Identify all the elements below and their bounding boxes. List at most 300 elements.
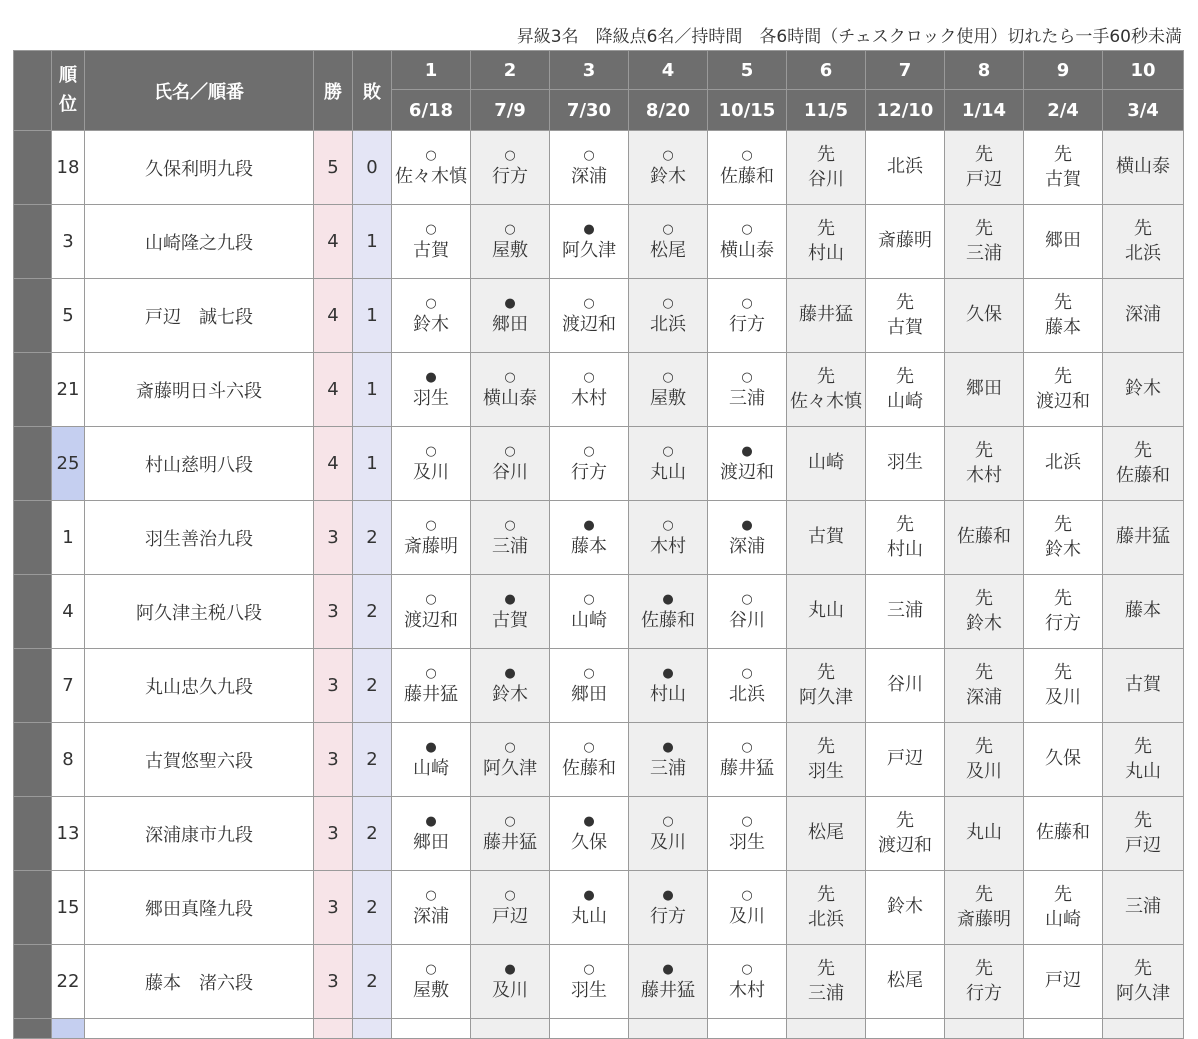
rank-cell: 8 <box>52 723 85 797</box>
opponent-name: 三浦 <box>729 388 765 410</box>
game-cell <box>1024 649 1103 723</box>
opponent-name: 斎藤明 <box>404 536 458 558</box>
opponent-name: 深浦 <box>1125 304 1161 326</box>
game-cell <box>708 501 787 575</box>
game-cell <box>471 131 550 205</box>
win-count: 3 <box>314 575 353 649</box>
opponent-name: 横山泰 <box>1116 156 1170 178</box>
win-count: 4 <box>314 279 353 353</box>
league-body <box>14 131 1184 1039</box>
game-cell <box>866 131 945 205</box>
win-count: 4 <box>314 205 353 279</box>
game-cell <box>708 353 787 427</box>
opponent-name: 郷田 <box>413 832 449 854</box>
header-rank <box>52 51 85 131</box>
loss-mark-icon: ● <box>662 591 674 607</box>
table-row <box>14 797 1184 871</box>
loss-mark-icon: ● <box>583 517 595 533</box>
game-cell <box>392 131 471 205</box>
row-strip <box>14 871 52 945</box>
game-cell <box>1024 797 1103 871</box>
game-cell <box>550 205 629 279</box>
game-cell <box>787 279 866 353</box>
opponent-name: 山崎 <box>887 390 923 412</box>
game-cell <box>945 649 1024 723</box>
game-cell <box>945 797 1024 871</box>
opponent-name: 及川 <box>729 906 765 928</box>
opponent-name: 阿久津 <box>483 758 537 780</box>
rank-cell: 21 <box>52 353 85 427</box>
loss-count: 2 <box>353 797 392 871</box>
sente-mark: 先 <box>817 366 835 388</box>
game-cell <box>1024 131 1103 205</box>
sente-mark: 先 <box>1054 588 1072 610</box>
player-name: 丸山忠久九段 <box>85 649 314 723</box>
opponent-name: 屋敷 <box>492 240 528 262</box>
loss-mark-icon: ● <box>504 295 516 311</box>
opponent-name: 古賀 <box>492 610 528 632</box>
rank-cell: 22 <box>52 945 85 1019</box>
opponent-name: 羽生 <box>413 388 449 410</box>
header-round-date: 1/14 <box>945 90 1024 131</box>
win-count <box>314 1019 353 1039</box>
game-cell <box>1024 575 1103 649</box>
sente-mark: 先 <box>1054 662 1072 684</box>
game-cell <box>471 797 550 871</box>
opponent-name: 深浦 <box>571 166 607 188</box>
header-round-date: 12/10 <box>866 90 945 131</box>
opponent-name: 古賀 <box>1045 168 1081 190</box>
header-round-date: 8/20 <box>629 90 708 131</box>
loss-count: 1 <box>353 353 392 427</box>
rank-cell: 1 <box>52 501 85 575</box>
game-cell <box>1024 945 1103 1019</box>
game-cell <box>471 279 550 353</box>
game-cell <box>392 501 471 575</box>
loss-count: 2 <box>353 649 392 723</box>
sente-mark: 先 <box>975 958 993 980</box>
loss-mark-icon: ● <box>583 887 595 903</box>
game-cell <box>866 1019 945 1039</box>
loss-mark-icon: ● <box>504 665 516 681</box>
win-mark-icon: ○ <box>583 961 595 977</box>
loss-mark-icon: ● <box>504 591 516 607</box>
opponent-name: 村山 <box>650 684 686 706</box>
row-strip <box>14 1019 52 1039</box>
opponent-name: 羽生 <box>571 980 607 1002</box>
sente-mark: 先 <box>975 884 993 906</box>
game-cell <box>787 871 866 945</box>
game-cell <box>1103 723 1184 797</box>
sente-mark: 先 <box>975 440 993 462</box>
opponent-name: 丸山 <box>1125 760 1161 782</box>
opponent-name: 藤本 <box>1125 600 1161 622</box>
sente-mark: 先 <box>817 144 835 166</box>
win-mark-icon: ○ <box>504 147 516 163</box>
opponent-name: 北浜 <box>650 314 686 336</box>
game-cell <box>629 501 708 575</box>
game-cell <box>629 797 708 871</box>
row-strip <box>14 723 52 797</box>
game-cell <box>866 279 945 353</box>
sente-mark: 先 <box>896 366 914 388</box>
opponent-name: 鈴木 <box>887 896 923 918</box>
row-strip <box>14 205 52 279</box>
opponent-name: 山崎 <box>413 758 449 780</box>
opponent-name: 三浦 <box>492 536 528 558</box>
opponent-name: 羽生 <box>887 452 923 474</box>
player-name <box>85 1019 314 1039</box>
opponent-name: 深浦 <box>966 686 1002 708</box>
sente-mark: 先 <box>896 292 914 314</box>
game-cell <box>629 575 708 649</box>
game-cell <box>945 279 1024 353</box>
game-cell <box>629 723 708 797</box>
opponent-name: 渡辺和 <box>878 834 932 856</box>
row-strip <box>14 945 52 1019</box>
opponent-name: 谷川 <box>729 610 765 632</box>
opponent-name: 木村 <box>729 980 765 1002</box>
player-name: 阿久津主税八段 <box>85 575 314 649</box>
opponent-name: 谷川 <box>887 674 923 696</box>
table-row <box>14 871 1184 945</box>
game-cell <box>1024 501 1103 575</box>
table-row <box>14 945 1184 1019</box>
game-cell <box>629 205 708 279</box>
loss-mark-icon: ● <box>504 961 516 977</box>
loss-count: 1 <box>353 427 392 501</box>
win-mark-icon: ○ <box>504 813 516 829</box>
opponent-name: 鈴木 <box>650 166 686 188</box>
header-win: 勝 <box>314 51 353 131</box>
win-count: 3 <box>314 501 353 575</box>
header-strip <box>14 51 52 131</box>
loss-mark-icon: ● <box>662 887 674 903</box>
win-mark-icon: ○ <box>662 443 674 459</box>
win-mark-icon: ○ <box>662 369 674 385</box>
opponent-name: 鈴木 <box>413 314 449 336</box>
win-mark-icon: ○ <box>425 147 437 163</box>
opponent-name: 阿久津 <box>1116 982 1170 1004</box>
game-cell <box>945 427 1024 501</box>
loss-mark-icon: ● <box>583 221 595 237</box>
header-round-date: 3/4 <box>1103 90 1184 131</box>
sente-mark: 先 <box>1054 292 1072 314</box>
game-cell <box>866 871 945 945</box>
win-mark-icon: ○ <box>741 665 753 681</box>
opponent-name: 羽生 <box>729 832 765 854</box>
game-cell <box>708 723 787 797</box>
game-cell <box>866 649 945 723</box>
win-mark-icon: ○ <box>504 887 516 903</box>
opponent-name: 古賀 <box>1125 674 1161 696</box>
opponent-name: 阿久津 <box>562 240 616 262</box>
game-cell <box>550 723 629 797</box>
table-row <box>14 205 1184 279</box>
opponent-name: 藤本 <box>1045 316 1081 338</box>
table-row <box>14 501 1184 575</box>
game-cell <box>471 205 550 279</box>
win-mark-icon: ○ <box>504 221 516 237</box>
opponent-name: 木村 <box>966 464 1002 486</box>
sente-mark: 先 <box>896 810 914 832</box>
win-mark-icon: ○ <box>741 369 753 385</box>
opponent-name: 渡辺和 <box>404 610 458 632</box>
opponent-name: 藤本 <box>571 536 607 558</box>
opponent-name: 郷田 <box>1045 230 1081 252</box>
win-mark-icon: ○ <box>583 147 595 163</box>
header-round-number: 7 <box>866 51 945 90</box>
row-strip <box>14 279 52 353</box>
game-cell <box>1103 501 1184 575</box>
rank-cell: 3 <box>52 205 85 279</box>
sente-mark: 先 <box>817 736 835 758</box>
opponent-name: 及川 <box>413 462 449 484</box>
game-cell <box>866 723 945 797</box>
opponent-name: 三浦 <box>1125 896 1161 918</box>
game-cell <box>392 353 471 427</box>
opponent-name: 久保 <box>571 832 607 854</box>
game-cell <box>1024 1019 1103 1039</box>
game-cell <box>392 427 471 501</box>
sente-mark: 先 <box>896 514 914 536</box>
opponent-name: 戸辺 <box>492 906 528 928</box>
opponent-name: 羽生 <box>808 760 844 782</box>
game-cell <box>550 279 629 353</box>
game-cell <box>708 427 787 501</box>
game-cell <box>550 945 629 1019</box>
sente-mark: 先 <box>1054 514 1072 536</box>
win-count: 3 <box>314 797 353 871</box>
game-cell <box>629 279 708 353</box>
loss-count: 2 <box>353 723 392 797</box>
loss-mark-icon: ● <box>662 739 674 755</box>
game-cell <box>708 871 787 945</box>
header-loss: 敗 <box>353 51 392 131</box>
opponent-name: 藤井猛 <box>641 980 695 1002</box>
game-cell <box>787 945 866 1019</box>
game-cell <box>1024 871 1103 945</box>
game-cell <box>1024 723 1103 797</box>
win-mark-icon: ○ <box>425 443 437 459</box>
game-cell <box>1024 427 1103 501</box>
win-mark-icon: ○ <box>662 517 674 533</box>
game-cell <box>945 871 1024 945</box>
loss-mark-icon: ● <box>425 813 437 829</box>
game-cell <box>392 797 471 871</box>
game-cell <box>866 501 945 575</box>
header-round-number: 6 <box>787 51 866 90</box>
sente-mark: 先 <box>1134 810 1152 832</box>
row-strip <box>14 575 52 649</box>
rank-cell: 13 <box>52 797 85 871</box>
header-round-number: 1 <box>392 51 471 90</box>
win-mark-icon: ○ <box>583 369 595 385</box>
table-row <box>14 649 1184 723</box>
header-round-date: 10/15 <box>708 90 787 131</box>
win-mark-icon: ○ <box>741 591 753 607</box>
win-count: 3 <box>314 871 353 945</box>
game-cell <box>787 723 866 797</box>
sente-mark: 先 <box>1054 884 1072 906</box>
opponent-name: 渡辺和 <box>1036 390 1090 412</box>
game-cell <box>945 575 1024 649</box>
opponent-name: 北浜 <box>1045 452 1081 474</box>
game-cell <box>471 427 550 501</box>
game-cell <box>629 353 708 427</box>
opponent-name: 山崎 <box>571 610 607 632</box>
table-row <box>14 131 1184 205</box>
win-count: 4 <box>314 353 353 427</box>
player-name: 久保利明九段 <box>85 131 314 205</box>
game-cell <box>392 649 471 723</box>
game-cell <box>1103 427 1184 501</box>
header-name: 氏名／順番 <box>85 51 314 131</box>
player-name: 藤本 渚六段 <box>85 945 314 1019</box>
opponent-name: 藤井猛 <box>720 758 774 780</box>
win-mark-icon: ○ <box>662 295 674 311</box>
header-round-date: 7/9 <box>471 90 550 131</box>
game-cell <box>787 131 866 205</box>
game-cell <box>1103 131 1184 205</box>
game-cell <box>787 575 866 649</box>
game-cell <box>550 575 629 649</box>
game-cell <box>708 797 787 871</box>
loss-count: 0 <box>353 131 392 205</box>
player-name: 村山慈明八段 <box>85 427 314 501</box>
game-cell <box>471 649 550 723</box>
opponent-name: 北浜 <box>729 684 765 706</box>
loss-mark-icon: ● <box>741 443 753 459</box>
rank-cell: 25 <box>52 427 85 501</box>
game-cell <box>787 427 866 501</box>
game-cell <box>1103 649 1184 723</box>
win-mark-icon: ○ <box>504 517 516 533</box>
rank-cell: 5 <box>52 279 85 353</box>
game-cell <box>708 205 787 279</box>
game-cell <box>1103 1019 1184 1039</box>
win-count: 3 <box>314 649 353 723</box>
header-round-date: 7/30 <box>550 90 629 131</box>
loss-count: 2 <box>353 575 392 649</box>
opponent-name: 久保 <box>966 304 1002 326</box>
game-cell <box>1103 945 1184 1019</box>
opponent-name: 行方 <box>729 314 765 336</box>
win-mark-icon: ○ <box>425 665 437 681</box>
opponent-name: 丸山 <box>966 822 1002 844</box>
opponent-name: 横山泰 <box>483 388 537 410</box>
opponent-name: 佐藤和 <box>1116 464 1170 486</box>
row-strip <box>14 353 52 427</box>
opponent-name: 松尾 <box>808 822 844 844</box>
win-mark-icon: ○ <box>425 961 437 977</box>
game-cell <box>866 945 945 1019</box>
game-cell <box>550 1019 629 1039</box>
game-cell <box>471 723 550 797</box>
table-row <box>14 279 1184 353</box>
loss-mark-icon: ● <box>741 517 753 533</box>
league-rules-note: 昇級3名 降級点6名／持時間 各6時間（チェスクロック使用）切れたら一手60秒未満 <box>516 27 1182 47</box>
table-row <box>14 1019 1184 1039</box>
win-mark-icon: ○ <box>741 221 753 237</box>
game-cell <box>550 427 629 501</box>
rank-cell: 4 <box>52 575 85 649</box>
header-round-number: 9 <box>1024 51 1103 90</box>
player-name: 戸辺 誠七段 <box>85 279 314 353</box>
sente-mark: 先 <box>817 884 835 906</box>
win-mark-icon: ○ <box>504 443 516 459</box>
opponent-name: 郷田 <box>492 314 528 336</box>
row-strip <box>14 797 52 871</box>
sente-mark: 先 <box>1054 366 1072 388</box>
opponent-name: 古賀 <box>887 316 923 338</box>
game-cell <box>866 797 945 871</box>
player-name: 斎藤明日斗六段 <box>85 353 314 427</box>
opponent-name: 郷田 <box>966 378 1002 400</box>
game-cell <box>1103 205 1184 279</box>
opponent-name: 古賀 <box>413 240 449 262</box>
header-round-date: 6/18 <box>392 90 471 131</box>
rank-cell: 18 <box>52 131 85 205</box>
win-mark-icon: ○ <box>583 665 595 681</box>
sente-mark: 先 <box>975 662 993 684</box>
opponent-name: 三浦 <box>966 242 1002 264</box>
opponent-name: 佐藤和 <box>562 758 616 780</box>
sente-mark: 先 <box>1134 736 1152 758</box>
sente-mark: 先 <box>1134 218 1152 240</box>
opponent-name: 鈴木 <box>966 612 1002 634</box>
win-mark-icon: ○ <box>662 147 674 163</box>
win-mark-icon: ○ <box>583 295 595 311</box>
player-name: 郷田真隆九段 <box>85 871 314 945</box>
opponent-name: 屋敷 <box>650 388 686 410</box>
game-cell <box>1103 871 1184 945</box>
opponent-name: 木村 <box>571 388 607 410</box>
win-mark-icon: ○ <box>741 295 753 311</box>
game-cell <box>392 279 471 353</box>
game-cell <box>550 797 629 871</box>
opponent-name: 横山泰 <box>720 240 774 262</box>
sente-mark: 先 <box>1134 958 1152 980</box>
opponent-name: 及川 <box>492 980 528 1002</box>
game-cell <box>629 427 708 501</box>
game-cell <box>550 871 629 945</box>
rank-cell: 15 <box>52 871 85 945</box>
game-cell <box>392 205 471 279</box>
game-cell <box>787 649 866 723</box>
game-cell <box>1103 353 1184 427</box>
game-cell <box>1103 575 1184 649</box>
row-strip <box>14 131 52 205</box>
game-cell <box>945 205 1024 279</box>
opponent-name: 阿久津 <box>799 686 853 708</box>
opponent-name: 行方 <box>966 982 1002 1004</box>
game-cell <box>866 427 945 501</box>
opponent-name: 藤井猛 <box>404 684 458 706</box>
win-mark-icon: ○ <box>583 443 595 459</box>
opponent-name: 行方 <box>1045 612 1081 634</box>
game-cell <box>787 205 866 279</box>
win-mark-icon: ○ <box>741 147 753 163</box>
game-cell <box>471 353 550 427</box>
header-round-date: 11/5 <box>787 90 866 131</box>
header-round-number: 8 <box>945 51 1024 90</box>
opponent-name: 三浦 <box>808 982 844 1004</box>
header-round-date: 2/4 <box>1024 90 1103 131</box>
opponent-name: 渡辺和 <box>720 462 774 484</box>
loss-mark-icon: ● <box>425 739 437 755</box>
row-strip <box>14 501 52 575</box>
